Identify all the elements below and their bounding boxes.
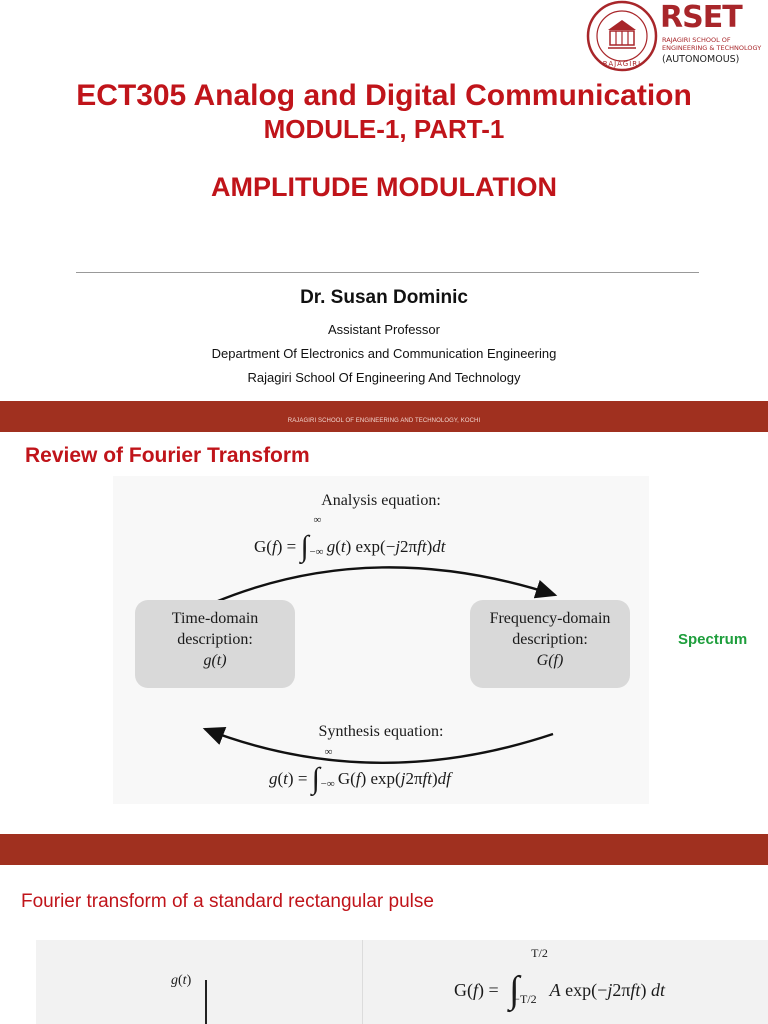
upper-limit: ∞ — [313, 514, 322, 526]
pulse-equation: G(f) = ∫ T/2 −T/2 A exp(−j2πft) dt — [454, 946, 665, 1011]
logo-line2: ENGINEERING & TECHNOLOGY — [662, 44, 762, 52]
logo-line1: RAJAGIRI SCHOOL OF — [662, 36, 731, 44]
svg-text:RAJAGIRI: RAJAGIRI — [602, 60, 642, 68]
g-axis-label: g(t) — [171, 973, 192, 988]
spectrum-note: Spectrum — [678, 631, 748, 648]
course-title: ECT305 Analog and Digital Communication — [76, 79, 692, 112]
lower-limit: −T/2 — [513, 992, 537, 1006]
figure-divider — [362, 940, 363, 1024]
topic-title: AMPLITUDE MODULATION — [211, 172, 557, 202]
slide-title: Fourier transform of a standard rectangular pulse — [21, 891, 434, 912]
footer-text: RAJAGIRI SCHOOL OF ENGINEERING AND TECHNOLOGY, KOCHI — [287, 418, 481, 424]
slide-title: Review of Fourier Transform — [25, 444, 310, 467]
time-box-line2: description: — [177, 631, 253, 648]
module-title: MODULE-1, PART-1 — [263, 114, 505, 144]
analysis-label: Analysis equation: — [321, 492, 441, 509]
fourier-diagram — [113, 476, 649, 804]
time-box-symbol: g(t) — [203, 652, 227, 669]
institution: Rajagiri School Of Engineering And Technology — [247, 370, 521, 385]
title-slide — [0, 0, 768, 401]
rect-pulse-slide — [0, 865, 768, 1024]
designation: Assistant Professor — [328, 322, 440, 337]
time-box-line1: Time-domain — [171, 610, 259, 627]
slide-footer-band — [0, 401, 768, 432]
divider — [76, 272, 699, 273]
freq-box-line2: description: — [512, 631, 588, 648]
synthesis-label: Synthesis equation: — [318, 723, 444, 740]
logo-brand: RSET — [660, 0, 742, 35]
upper-limit: ∞ — [324, 746, 333, 758]
author-name: Dr. Susan Dominic — [300, 287, 468, 308]
rset-logo — [586, 0, 766, 72]
slide-footer-band — [0, 834, 768, 865]
fourier-review-slide — [0, 432, 768, 834]
vertical-axis — [205, 980, 207, 1024]
lower-limit: −∞ — [309, 546, 324, 558]
synthesis-equation: g(t) = ∫ ∞ −∞ G(f) exp(j2πft)df — [269, 746, 451, 795]
upper-limit: T/2 — [531, 946, 548, 960]
logo-autonomous: (AUTONOMOUS) — [662, 54, 740, 65]
college-seal-icon — [586, 0, 658, 72]
frequency-domain-box — [470, 600, 630, 688]
lower-limit: −∞ — [320, 778, 335, 790]
department: Department Of Electronics and Communication Engineering — [211, 346, 557, 361]
time-domain-box — [135, 600, 295, 688]
analysis-equation: G(f) = ∫ ∞ −∞ g(t) exp(−j2πft)dt — [254, 514, 446, 563]
freq-box-line1: Frequency-domain — [489, 610, 611, 627]
pulse-figure — [36, 940, 768, 1024]
freq-box-symbol: G(f) — [536, 652, 564, 669]
